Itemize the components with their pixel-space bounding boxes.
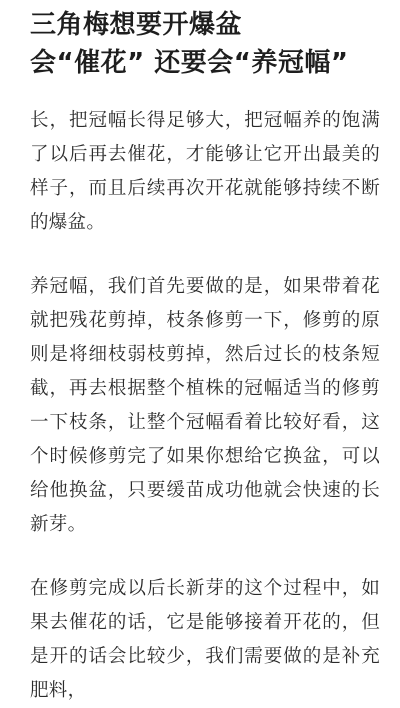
title-line-2: 会“催花” 还要会“养冠幅” <box>30 48 349 78</box>
article-title <box>30 6 380 82</box>
paragraph-2: 养冠幅，我们首先要做的是，如果带着花就把残花剪掉，枝条修剪一下，修剪的原则是将细枝弱枝剪掉，然后过长的枝条短截，再去根据整个植株的冠幅适当的修剪一下枝条，让整个冠幅看着比较好看，这个时候修剪完了如果你想给它换盆，可以给他换盆，只要缓苗成功他就会快速的长新芽。 <box>30 276 380 535</box>
title-line-1: 三角梅想要开爆盆 <box>30 10 243 40</box>
paragraph-1: 长，把冠幅长得足够大，把冠幅养的饱满了以后再去催花，才能够让它开出最美的样子，而且后续再次开花就能够持续不断的爆盆。 <box>30 110 380 233</box>
paragraph-3: 在修剪完成以后长新芽的这个过程中，如果去催花的话，它是能够接着开花的，但是开的话会比较少，我们需要做的是补充肥料， <box>30 578 380 701</box>
